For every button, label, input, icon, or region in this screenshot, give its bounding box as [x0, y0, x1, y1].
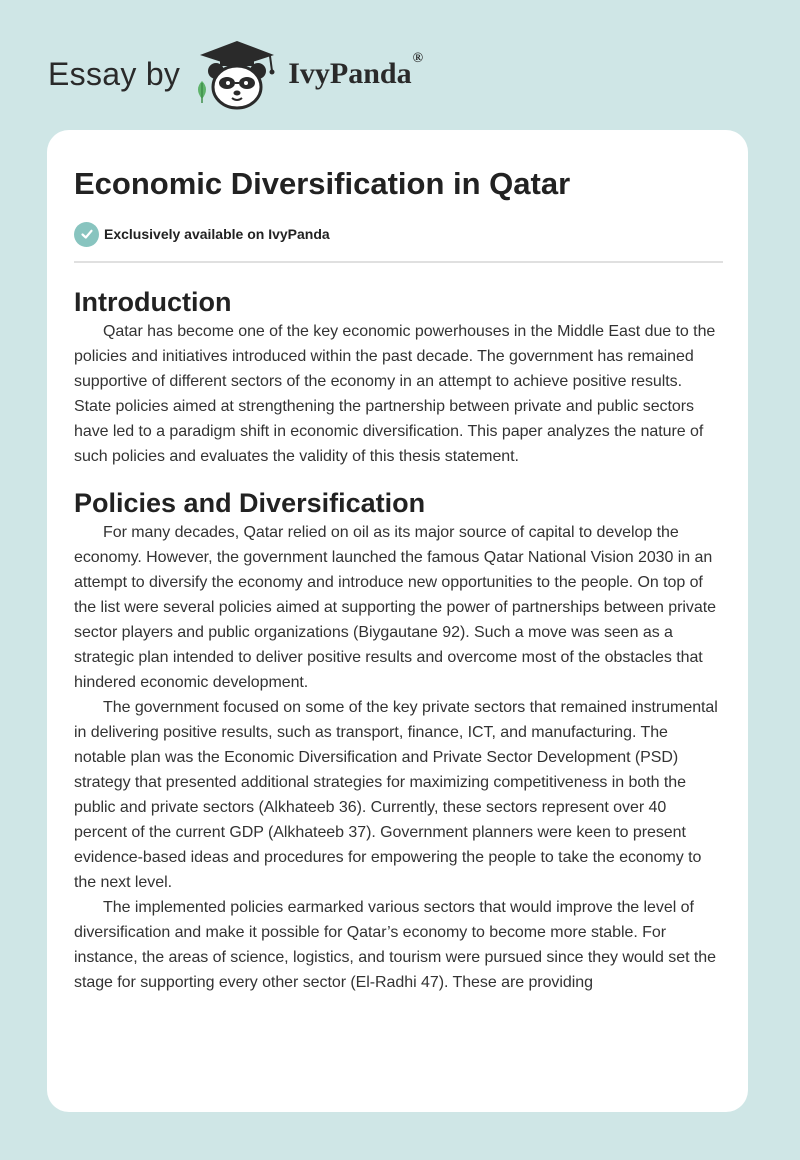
- essay-content: [74, 164, 723, 995]
- panda-graduate-icon: [192, 37, 282, 111]
- check-icon: [74, 222, 99, 247]
- exclusive-badge: [74, 221, 723, 247]
- brand-header[interactable]: [48, 34, 423, 114]
- brand-name: IvyPanda®: [288, 51, 424, 90]
- essay-card: [47, 130, 748, 1112]
- registered-mark: ®: [412, 51, 424, 66]
- paragraph: The government focused on some of the key private sectors that remained instrumental in delivering positive results, such as transport, finance, ICT, and manufacturing. The notable plan was the Economic Diversification and Private Sector Development (PSD) strategy that presented additional strategies for maximizing competitiveness in both the public and private sectors (Alkhateeb 36). Currently, these sectors represent over 40 percent of the current GDP (Alkhateeb 37). Government planners were keen to present evidence-based ideas and procedures for empowering the people to take the economy to the next level.: [74, 699, 718, 891]
- paragraph: For many decades, Qatar relied on oil as its major source of capital to develop the economy. However, the government launched the famous Qatar National Vision 2030 in an attempt to diversify the economy and introduce new opportunities to the people. On top of the list were several policies aimed at supporting the power of partnerships between private sector players and public organizations (Biygautane 92). Such a move was seen as a strategic plan intended to deliver positive results and overcome most of the obstacles that hindered economic development.: [74, 524, 716, 691]
- paragraph: Qatar has become one of the key economic powerhouses in the Middle East due to the policies and initiatives introduced within the past decade. The government has remained supportive of different sectors of the economy in an attempt to achieve positive results. State policies aimed at strengthening the partnership between private and public sectors have led to a paradigm shift in economic diversification. This paper analyzes the nature of such policies and evaluates the validity of this thesis statement.: [74, 323, 716, 465]
- page-title: Economic Diversification in Qatar: [74, 166, 571, 201]
- badge-text: Exclusively available on IvyPanda: [104, 226, 330, 242]
- paragraph: The implemented policies earmarked various sectors that would improve the level of diversification and make it possible for Qatar’s economy to become more stable. For instance, the areas of science, logistics, and tourism were pursued since they would set the stage for supporting every other sector (El-Radhi 47). These are providing: [74, 899, 716, 991]
- section-heading-introduction: Introduction: [74, 287, 232, 317]
- divider: [74, 261, 723, 263]
- section-heading-policies: Policies and Diversification: [74, 488, 426, 518]
- brand-prefix: Essay by: [48, 55, 181, 92]
